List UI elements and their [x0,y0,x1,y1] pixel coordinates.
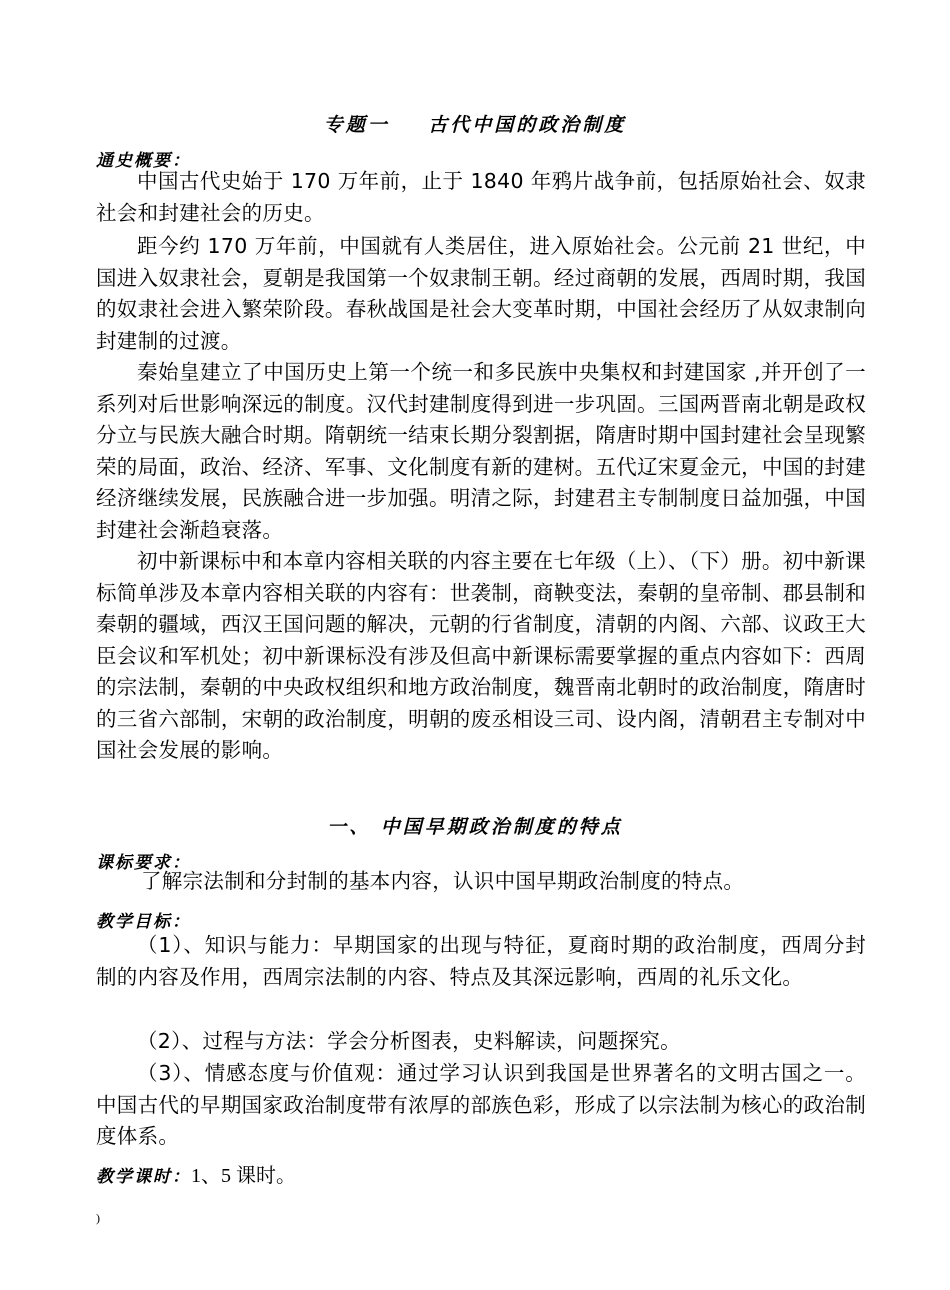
overview-paragraph-1: 中国古代史始于 170 万年前，止于 1840 年鸦片战争前，包括原始社会、奴隶社会和封建社会的历史。 [96,169,866,225]
section-title: 一、 中国早期政治制度的特点 [327,816,623,838]
objectives-label: 教学目标： [96,912,191,932]
overview-paragraph-2: 距今约 170 万年前，中国就有人类居住，进入原始社会。公元前 21 世纪，中国进入奴隶社会，夏朝是我国第一个奴隶制王朝。经过商朝的发展，西周时期，我国的奴隶社会进入繁荣阶段。春秋战国是社会大变革时期，中国社会经历了从奴隶制向封建制的过渡。 [96,234,866,353]
curriculum-label: 课标要求： [96,853,191,873]
overview-paragraph-3: 秦始皇建立了中国历史上第一个统一和多民族中央集权和封建国家 ,并开创了一系列对后世影响深远的制度。汉代封建制度得到进一步巩固。三国两晋南北朝是政权分立与民族大融合时期。隋朝统一结束长期分裂割据，隋唐时期中国封建社会呈现繁荣的局面，政治、经济、军事、文化制度有新的建树。五代辽宋夏金元，中国的封建经济继续发展，民族融合进一步加强。明清之际，封建君主专制制度日益加强，中国封建社会渐趋衰落。 [96,360,866,542]
teaching-hours-value: 1、5 课时。 [191,1165,296,1187]
objective-values: （3）、情感态度与价值观：通过学习认识到我国是世界著名的文明古国之一。中国古代的早期国家政治制度带有浓厚的部族色彩，形成了以宗法制为核心的政治制度体系。 [96,1061,866,1148]
footer-mark: ) [96,1211,100,1225]
objective-knowledge: （1）、知识与能力：早期国家的出现与特征，夏商时期的政治制度，西周分封制的内容及作用，西周宗法制的内容、特点及其深远影响，西周的礼乐文化。 [96,933,866,989]
teaching-hours-label: 教学课时： [96,1167,191,1187]
curriculum-text: 了解宗法制和分封制的基本内容，认识中国早期政治制度的特点。 [141,869,745,893]
overview-label: 通史概要： [96,151,191,171]
objective-process: （2）、过程与方法：学会分析图表，史料解读，问题探究。 [137,1029,681,1053]
teaching-hours [96,1159,296,1188]
document-title: 专题一 古代中国的政治制度 [323,114,627,136]
overview-paragraph-4: 初中新课标中和本章内容相关联的内容主要在七年级（上）、（下）册。初中新课标简单涉及本章内容相关联的内容有：世袭制，商鞅变法，秦朝的皇帝制、郡县制和秦朝的疆域，西汉王国问题的解决，元朝的行省制度，清朝的内阁、六部、议政王大臣会议和军机处；初中新课标没有涉及但高中新课标需要掌握的重点内容如下：西周的宗法制，秦朝的中央政权组织和地方政治制度，魏晋南北朝时的政治制度，隋唐时的三省六部制，宋朝的政治制度，明朝的废丞相设三司、设内阁，清朝君主专制对中国社会发展的影响。 [96,549,866,762]
